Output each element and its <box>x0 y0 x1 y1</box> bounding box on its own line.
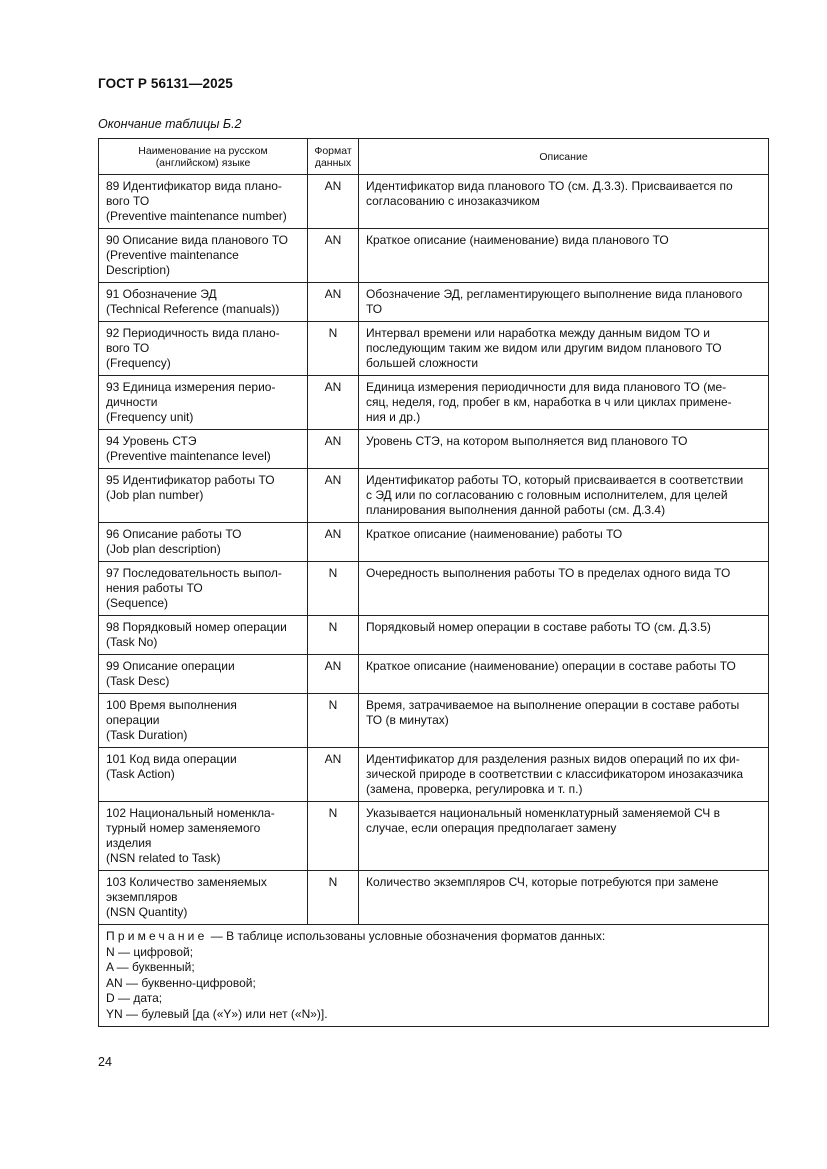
table-row <box>99 694 769 748</box>
table-header-row <box>99 139 769 175</box>
table-row <box>99 376 769 430</box>
cell-description-line: ТО <box>366 302 383 316</box>
cell-description <box>359 871 769 925</box>
column-header-name <box>99 139 308 175</box>
cell-name <box>99 322 308 376</box>
cell-name-line: (NSN related to Task) <box>106 851 221 865</box>
cell-description <box>359 283 769 322</box>
cell-description-line: Указывается национальный номенклатурный заменяемой СЧ в <box>366 806 720 820</box>
table-note <box>99 925 769 1027</box>
cell-description-line: большей сложности <box>366 356 479 370</box>
cell-description-line: Единица измерения периодичности для вида планового ТО (ме- <box>366 380 727 394</box>
note-intro: — В таблице использованы условные обозначения форматов данных: <box>207 929 606 943</box>
cell-description-line: Идентификатор для разделения разных видов операций по их фи- <box>366 752 740 766</box>
cell-name-line: (Preventive maintenance <box>106 248 239 262</box>
cell-description-line: согласованию с инозаказчиком <box>366 194 540 208</box>
cell-name-line: экземпляров <box>106 890 178 904</box>
column-header-name-line2: (английском) языке <box>155 156 251 169</box>
cell-name-line: (Technical Reference (manuals)) <box>106 302 280 316</box>
cell-description-line: Очередность выполнения работы ТО в пределах одного вида ТО <box>366 566 731 580</box>
cell-description <box>359 376 769 430</box>
note-row <box>99 925 769 1027</box>
table-row <box>99 523 769 562</box>
cell-name-line: (Task Action) <box>106 767 175 781</box>
table-row <box>99 655 769 694</box>
data-format-table <box>98 138 769 1027</box>
column-header-format-line1: Формат <box>314 144 352 157</box>
table-row <box>99 748 769 802</box>
cell-name <box>99 175 308 229</box>
cell-description <box>359 802 769 871</box>
cell-name-line: 103 Количество заменяемых <box>106 875 267 889</box>
cell-description-line: зической природе в соответствии с классификатором инозаказчика <box>366 767 744 781</box>
cell-description <box>359 229 769 283</box>
cell-name <box>99 283 308 322</box>
column-header-description: Описание <box>359 139 769 175</box>
cell-description-line: Время, затрачиваемое на выполнение операции в составе работы <box>366 698 740 712</box>
cell-format: N <box>308 694 359 748</box>
cell-description-line: планирования выполнения данной работы (см. Д.3.4) <box>366 503 666 517</box>
cell-description <box>359 430 769 469</box>
cell-format: N <box>308 802 359 871</box>
note-title: Примечание <box>106 929 208 943</box>
cell-name-line: 92 Периодичность вида плано- <box>106 326 280 340</box>
cell-format: AN <box>308 655 359 694</box>
cell-description-line: Краткое описание (наименование) работы ТО <box>366 527 623 541</box>
cell-description <box>359 523 769 562</box>
cell-name-line: 90 Описание вида планового ТО <box>106 233 288 247</box>
note-line: D — дата; <box>106 991 163 1005</box>
cell-name-line: 91 Обозначение ЭД <box>106 287 217 301</box>
cell-name <box>99 694 308 748</box>
table-row <box>99 469 769 523</box>
column-header-format-line2: данных <box>314 156 352 169</box>
cell-description-line: сяц, неделя, год, пробег в км, наработка в ч или циклах примене- <box>366 395 732 409</box>
cell-description-line: Краткое описание (наименование) вида планового ТО <box>366 233 669 247</box>
cell-format: AN <box>308 229 359 283</box>
cell-name-line: 99 Описание операции <box>106 659 235 673</box>
cell-description <box>359 562 769 616</box>
cell-name-line: 93 Единица измерения перио- <box>106 380 276 394</box>
cell-description-line: Обозначение ЭД, регламентирующего выполнение вида планового <box>366 287 743 301</box>
note-heading-line <box>106 929 761 945</box>
cell-name-line: 89 Идентификатор вида плано- <box>106 179 282 193</box>
cell-description <box>359 469 769 523</box>
table-row <box>99 283 769 322</box>
cell-format: AN <box>308 748 359 802</box>
cell-description-line: случае, если операция предполагает замену <box>366 821 617 835</box>
table-row <box>99 229 769 283</box>
cell-name-line: 94 Уровень СТЭ <box>106 434 197 448</box>
cell-description-line: Идентификатор работы ТО, который присваивается в соответствии <box>366 473 744 487</box>
cell-description-line: Порядковый номер операции в составе работы ТО (см. Д.3.5) <box>366 620 711 634</box>
cell-name-line: 101 Код вида операции <box>106 752 237 766</box>
note-line: AN — буквенно-цифровой; <box>106 975 256 990</box>
cell-description <box>359 616 769 655</box>
cell-format: AN <box>308 430 359 469</box>
cell-name-line: (Sequence) <box>106 596 169 610</box>
cell-name-line: турный номер заменяемого <box>106 821 261 835</box>
cell-description <box>359 694 769 748</box>
cell-name-line: 95 Идентификатор работы ТО <box>106 473 275 487</box>
cell-description-line: с ЭД или по согласованию с головным исполнителем, для целей <box>366 488 728 502</box>
cell-name-line: 102 Национальный номенкла- <box>106 806 275 820</box>
cell-description-line: последующим таким же видом или другим видом планового ТО <box>366 341 722 355</box>
cell-name-line: (Frequency unit) <box>106 410 194 424</box>
cell-description-line: Идентификатор вида планового ТО (см. Д.3.3). Присваивается по <box>366 179 733 193</box>
cell-name <box>99 871 308 925</box>
cell-description <box>359 175 769 229</box>
cell-format: AN <box>308 376 359 430</box>
cell-description-line: Интервал времени или наработка между данным видом ТО и <box>366 326 711 340</box>
note-line: A — буквенный; <box>106 960 195 974</box>
cell-format: N <box>308 322 359 376</box>
note-line: N — цифровой; <box>106 944 194 959</box>
cell-name-line: 96 Описание работы ТО <box>106 527 242 541</box>
cell-name-line: изделия <box>106 836 152 850</box>
cell-name <box>99 430 308 469</box>
cell-name <box>99 616 308 655</box>
cell-format: AN <box>308 283 359 322</box>
table-row <box>99 430 769 469</box>
cell-name-line: (Task Duration) <box>106 728 188 742</box>
table-row <box>99 616 769 655</box>
cell-name-line: (Job plan description) <box>106 542 221 556</box>
cell-description <box>359 748 769 802</box>
cell-description-line: Уровень СТЭ, на котором выполняется вид планового ТО <box>366 434 688 448</box>
cell-name-line: (NSN Quantity) <box>106 905 188 919</box>
cell-description-line: Краткое описание (наименование) операции в составе работы ТО <box>366 659 736 673</box>
cell-format: N <box>308 562 359 616</box>
cell-name-line: (Task Desc) <box>106 674 170 688</box>
cell-name-line: (Preventive maintenance level) <box>106 449 271 463</box>
table-row <box>99 562 769 616</box>
cell-name-line: (Task No) <box>106 635 158 649</box>
cell-description-line: (замена, проверка, регулировка и т. п.) <box>366 782 583 796</box>
note-line: YN — булевый [да («Y») или нет («N»)]. <box>106 1006 328 1021</box>
cell-description-line: ТО (в минутах) <box>366 713 449 727</box>
cell-name <box>99 562 308 616</box>
document-standard-header: ГОСТ Р 56131—2025 <box>98 76 233 91</box>
cell-name <box>99 655 308 694</box>
cell-format: N <box>308 616 359 655</box>
table-body <box>99 175 769 925</box>
table-row <box>99 802 769 871</box>
cell-name <box>99 802 308 871</box>
table-row <box>99 322 769 376</box>
cell-description-line: Количество экземпляров СЧ, которые потребуются при замене <box>366 875 719 889</box>
cell-name-line: (Job plan number) <box>106 488 204 502</box>
cell-description-line: ния и др.) <box>366 410 421 424</box>
cell-name-line: 97 Последовательность выпол- <box>106 566 282 580</box>
cell-name-line: Description) <box>106 263 171 277</box>
note-lines <box>106 945 761 1023</box>
cell-name-line: 100 Время выполнения <box>106 698 237 712</box>
cell-format: AN <box>308 523 359 562</box>
cell-name-line: (Frequency) <box>106 356 171 370</box>
column-header-name-line1: Наименование на русском <box>138 144 268 157</box>
cell-name-line: вого ТО <box>106 341 150 355</box>
cell-format: N <box>308 871 359 925</box>
table-caption: Окончание таблицы Б.2 <box>98 117 242 131</box>
cell-description <box>359 322 769 376</box>
cell-name-line: дичности <box>106 395 158 409</box>
table-row <box>99 871 769 925</box>
page-number: 24 <box>98 1055 112 1069</box>
cell-format: AN <box>308 175 359 229</box>
cell-name <box>99 523 308 562</box>
cell-format: AN <box>308 469 359 523</box>
cell-name-line: вого ТО <box>106 194 150 208</box>
cell-name-line: 98 Порядковый номер операции <box>106 620 287 634</box>
cell-name-line: операции <box>106 713 160 727</box>
cell-name-line: нения работы ТО <box>106 581 203 595</box>
column-header-format <box>308 139 359 175</box>
cell-name <box>99 229 308 283</box>
cell-name <box>99 748 308 802</box>
cell-name <box>99 376 308 430</box>
cell-description <box>359 655 769 694</box>
cell-name-line: (Preventive maintenance number) <box>106 209 287 223</box>
table-row <box>99 175 769 229</box>
cell-name <box>99 469 308 523</box>
